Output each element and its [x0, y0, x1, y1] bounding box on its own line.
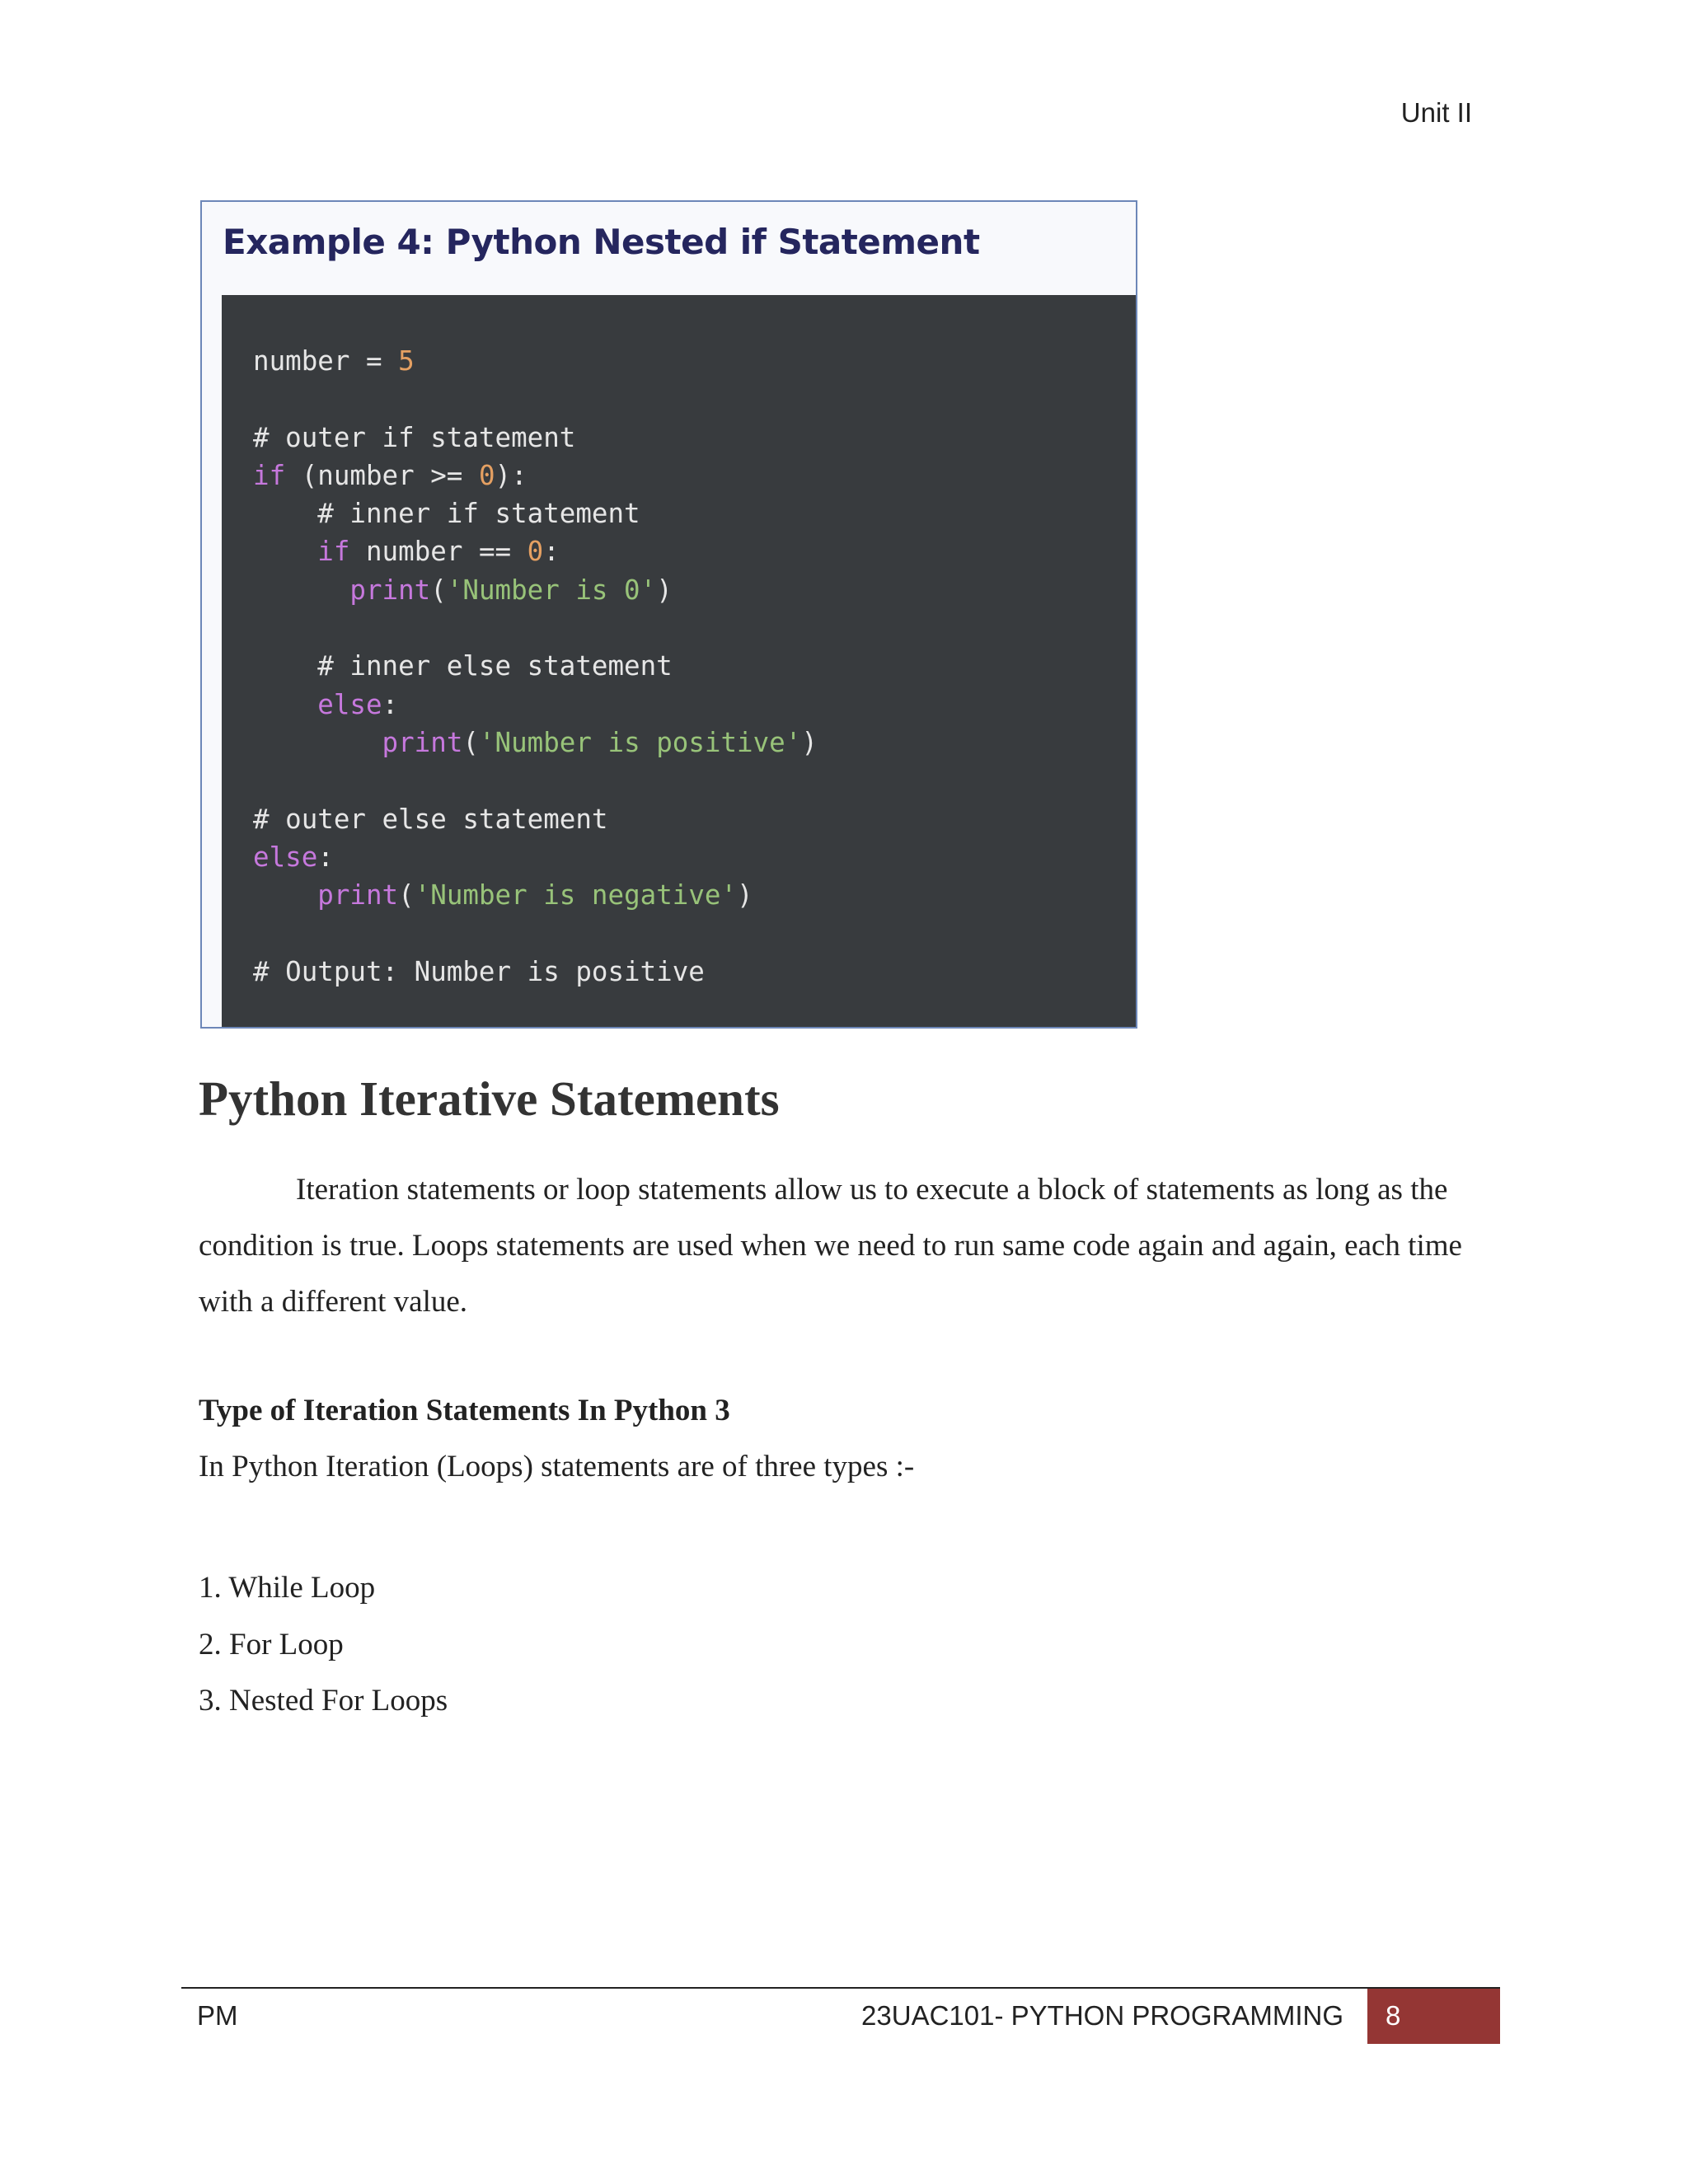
code-block: [222, 295, 1136, 1027]
code-token: :: [543, 536, 560, 568]
code-line: [253, 419, 1136, 457]
code-line: [253, 762, 1136, 799]
intro-paragraph-text: Iteration statements or loop statements allow us to execute a block of statements as long as the condition is true. Loops statements are used when we need to run same code again and again, each time with a different value.: [199, 1173, 1462, 1319]
code-token: 5: [398, 345, 415, 377]
footer-author: PM: [197, 2000, 238, 2031]
code-token: 'Number is 0': [446, 574, 657, 606]
code-token: [253, 536, 317, 567]
code-line: [253, 800, 1136, 838]
code-line: [253, 647, 1136, 685]
code-token: ): [801, 726, 818, 758]
code-line: [253, 532, 1136, 570]
code-line: [253, 494, 1136, 532]
code-token: print: [382, 726, 463, 758]
code-token: print: [317, 879, 399, 912]
example-title: Example 4: Python Nested if Statement: [223, 222, 980, 262]
list-item: 2. For Loop: [199, 1627, 344, 1661]
code-token: [253, 879, 317, 911]
code-token: ): [656, 574, 673, 606]
footer-divider: [181, 1987, 1500, 1989]
code-line: [253, 342, 1136, 380]
code-token: (: [398, 879, 415, 912]
code-token: :: [382, 688, 399, 720]
code-token: 0: [478, 459, 495, 491]
code-token: (: [430, 574, 447, 606]
section-heading: Python Iterative Statements: [199, 1071, 780, 1126]
code-token: 0: [527, 536, 544, 568]
code-token: print: [349, 574, 431, 606]
code-token: 'Number is positive': [478, 726, 802, 758]
example-code-figure: [200, 200, 1137, 1029]
code-token: if: [253, 459, 286, 491]
code-line: [253, 724, 1136, 762]
code-token: number: [253, 345, 366, 377]
code-token: # outer if statement: [253, 421, 576, 453]
footer-page-number: 8: [1367, 1989, 1500, 2044]
code-token: else: [317, 688, 382, 720]
code-token: [253, 689, 317, 720]
iteration-types-subheading: Type of Iteration Statements In Python 3: [199, 1394, 730, 1427]
footer-course-title: 23UAC101- PYTHON PROGRAMMING: [861, 2000, 1343, 2031]
code-token: # inner else statement: [253, 650, 673, 682]
code-line: [253, 380, 1136, 418]
iteration-types-intro: In Python Iteration (Loops) statements are of three types :-: [199, 1450, 915, 1483]
code-token: :: [317, 841, 334, 873]
code-line: [253, 457, 1136, 494]
code-token: ):: [495, 459, 528, 491]
list-item: 1. While Loop: [199, 1571, 376, 1605]
code-token: # outer else statement: [253, 803, 608, 835]
code-token: =: [365, 345, 399, 377]
code-line: [253, 686, 1136, 724]
code-token: [253, 574, 349, 606]
list-item: 3. Nested For Loops: [199, 1684, 448, 1718]
code-token: ): [737, 879, 753, 912]
code-line: [253, 838, 1136, 876]
code-token: number ==: [349, 536, 528, 568]
intro-paragraph: [199, 1162, 1468, 1330]
code-line: [253, 953, 1136, 991]
header-unit-label: Unit II: [1400, 97, 1472, 128]
code-line: [253, 914, 1136, 952]
code-token: # Output: Number is positive: [253, 955, 705, 987]
code-token: # inner if statement: [253, 498, 640, 530]
code-line: [253, 571, 1136, 609]
iteration-types-list: [199, 1560, 448, 1730]
code-token: if: [317, 536, 350, 568]
code-line: [253, 609, 1136, 647]
code-token: [253, 727, 382, 758]
code-token: 'Number is negative': [414, 879, 738, 912]
code-token: else: [253, 841, 318, 873]
code-line: [253, 876, 1136, 914]
code-token: (number >=: [285, 459, 479, 491]
code-token: (: [462, 726, 479, 758]
